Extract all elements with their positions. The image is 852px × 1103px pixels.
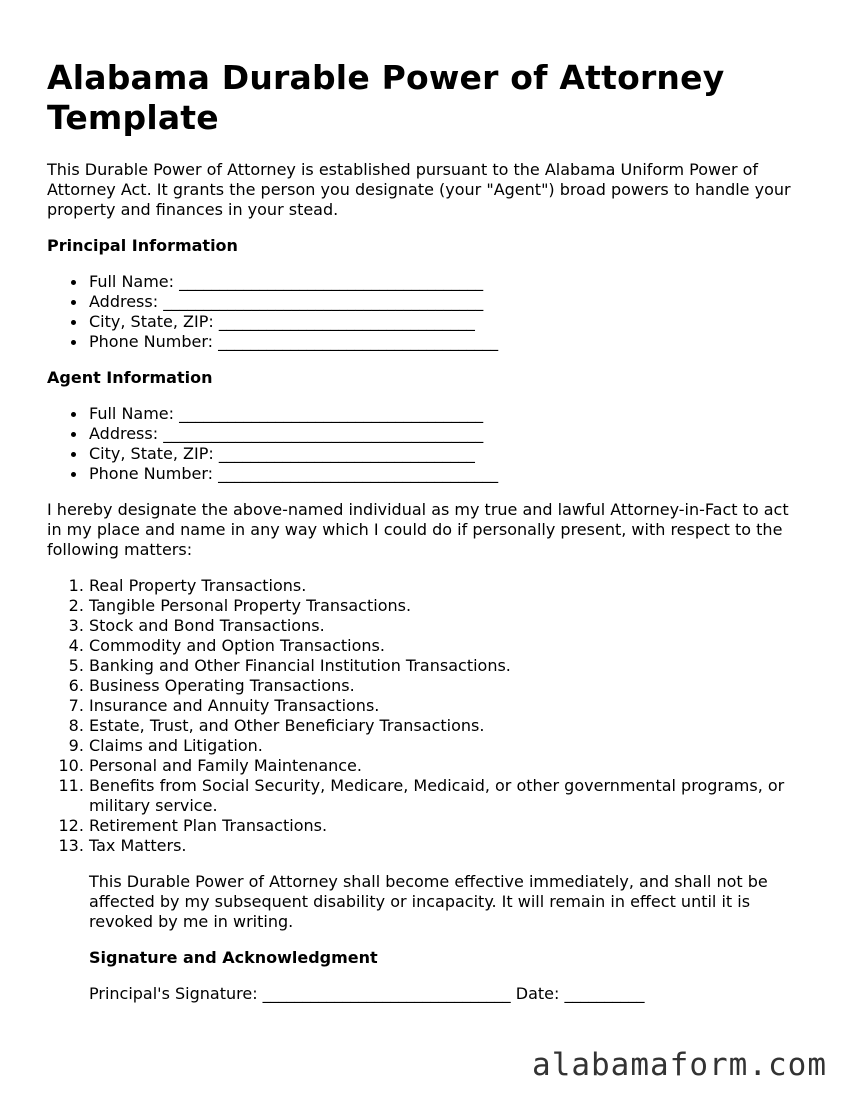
matter-item: 5. Banking and Other Financial Institution Transactions. xyxy=(89,656,807,676)
matter-item: 3. Stock and Bond Transactions. xyxy=(89,616,807,636)
principal-address-field: Address: ________________________________________ xyxy=(89,292,807,312)
matter-item: 7. Insurance and Annuity Transactions. xyxy=(89,696,807,716)
matter-item: 10. Personal and Family Maintenance. xyxy=(89,756,807,776)
matter-item: 2. Tangible Personal Property Transactions. xyxy=(89,596,807,616)
matter-item: 9. Claims and Litigation. xyxy=(89,736,807,756)
principal-phone-field: Phone Number: ___________________________________ xyxy=(89,332,807,352)
matters-list xyxy=(47,576,807,856)
matter-item: 6. Business Operating Transactions. xyxy=(89,676,807,696)
principal-fields xyxy=(47,272,807,352)
document-page xyxy=(47,58,807,1020)
agent-fields xyxy=(47,404,807,484)
agent-address-field: Address: ________________________________________ xyxy=(89,424,807,444)
principal-city-state-zip-field: City, State, ZIP: ________________________________ xyxy=(89,312,807,332)
matter-item: 12. Retirement Plan Transactions. xyxy=(89,816,807,836)
principal-full-name-field: Full Name: ______________________________________ xyxy=(89,272,807,292)
designation-paragraph: I hereby designate the above-named individual as my true and lawful Attorney-in-Fact to act in my place and name in any way which I could do if personally present, with respect to the following matters: xyxy=(47,500,789,559)
page-title: Alabama Durable Power of Attorney Template xyxy=(47,58,725,137)
agent-city-state-zip-field: City, State, ZIP: ________________________________ xyxy=(89,444,807,464)
closing-section xyxy=(89,872,807,1004)
intro-paragraph: This Durable Power of Attorney is established pursuant to the Alabama Uniform Power of Attorney Act. It grants the person you designate (your "Agent") broad powers to handle your property and finances in your stead. xyxy=(47,160,791,219)
matter-item: 11. Benefits from Social Security, Medicare, Medicaid, or other governmental programs, or military service. xyxy=(89,776,807,816)
matter-item: 13. Tax Matters. xyxy=(89,836,807,856)
matter-item: 4. Commodity and Option Transactions. xyxy=(89,636,807,656)
agent-heading: Agent Information xyxy=(47,368,213,387)
signature-line: Principal's Signature: _______________________________ Date: __________ xyxy=(89,984,645,1003)
agent-phone-field: Phone Number: ___________________________________ xyxy=(89,464,807,484)
matter-item: 1. Real Property Transactions. xyxy=(89,576,807,596)
site-watermark: alabamaform.com xyxy=(532,1047,827,1083)
signature-heading: Signature and Acknowledgment xyxy=(89,948,378,967)
effective-paragraph: This Durable Power of Attorney shall become effective immediately, and shall not be affected by my subsequent disability or incapacity. It will remain in effect until it is revoked by me in writing. xyxy=(89,872,768,931)
matter-item: 8. Estate, Trust, and Other Beneficiary Transactions. xyxy=(89,716,807,736)
principal-heading: Principal Information xyxy=(47,236,238,255)
agent-full-name-field: Full Name: ______________________________________ xyxy=(89,404,807,424)
